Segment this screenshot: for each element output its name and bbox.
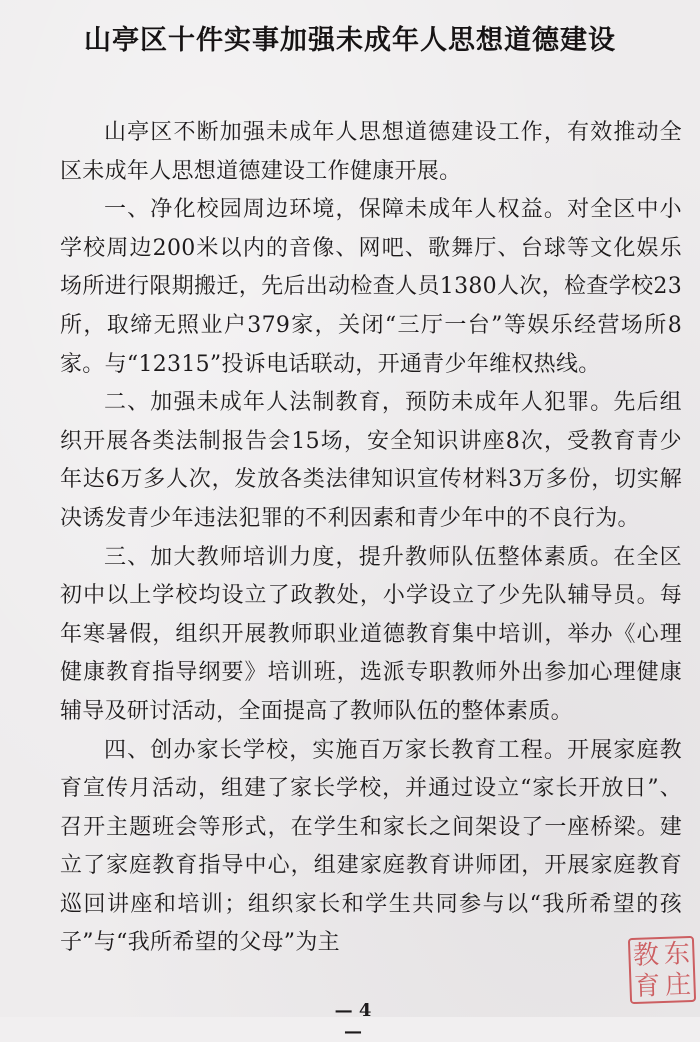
paragraph-section-1: 一、净化校园周边环境，保障未成年人权益。对全区中小学校周边200米以内的音像、网吧、歌舞厅、台球等文化娱乐场所进行限期搬迁，先后出动检查人员1380人次，检查学校23所，取缔无照业户379家，关闭“三厅一台”等娱乐经营场所8家。与“12315”投诉电话联动，开通青少年维权热线。 bbox=[60, 197, 682, 377]
seal-char: 育 bbox=[633, 970, 661, 1002]
page-number: — 4 — bbox=[334, 1000, 372, 1042]
seal-char: 教 bbox=[632, 939, 660, 971]
document-title: 山亭区十件实事加强未成年人思想道德建设 bbox=[84, 25, 616, 56]
document-body bbox=[60, 114, 682, 963]
paragraph-section-2: 二、加强未成年人法制教育，预防未成年人犯罪。先后组织开展各类法制报告会15场，安全知识讲座8次，受教育青少年达6万多人次，发放各类法律知识宣传材料3万多份，切实解决诱发青少年违法犯罪的不利因素和青少年中的不良行为。 bbox=[60, 390, 682, 531]
red-seal-stamp bbox=[628, 936, 696, 1004]
paragraph-section-3: 三、加大教师培训力度，提升教师队伍整体素质。在全区初中以上学校均设立了政教处，小学设立了少先队辅导员。每年寒暑假，组织开展教师职业道德教育集中培训，举办《心理健康教育指导纲要》培训班，选派专职教师外出参加心理健康辅导及研讨活动，全面提高了教师队伍的整体素质。 bbox=[60, 544, 682, 724]
paragraph-section-4: 四、创办家长学校，实施百万家长教育工程。开展家庭教育宣传月活动，组建了家长学校，并通过设立“家长开放日”、召开主题班会等形式，在学生和家长之间架设了一座桥梁。建立了家庭教育指导中心，组建家庭教育讲师团，开展家庭教育巡回讲座和培训；组织家长和学生共同参与以“我所希望的孩子”与“我所希望的父母”为主 bbox=[60, 737, 682, 956]
seal-char: 庄 bbox=[664, 969, 692, 1001]
paragraph-intro: 山亭区不断加强未成年人思想道德建设工作，有效推动全区未成年人思想道德建设工作健康开展。 bbox=[60, 120, 682, 184]
seal-char: 东 bbox=[663, 938, 691, 970]
